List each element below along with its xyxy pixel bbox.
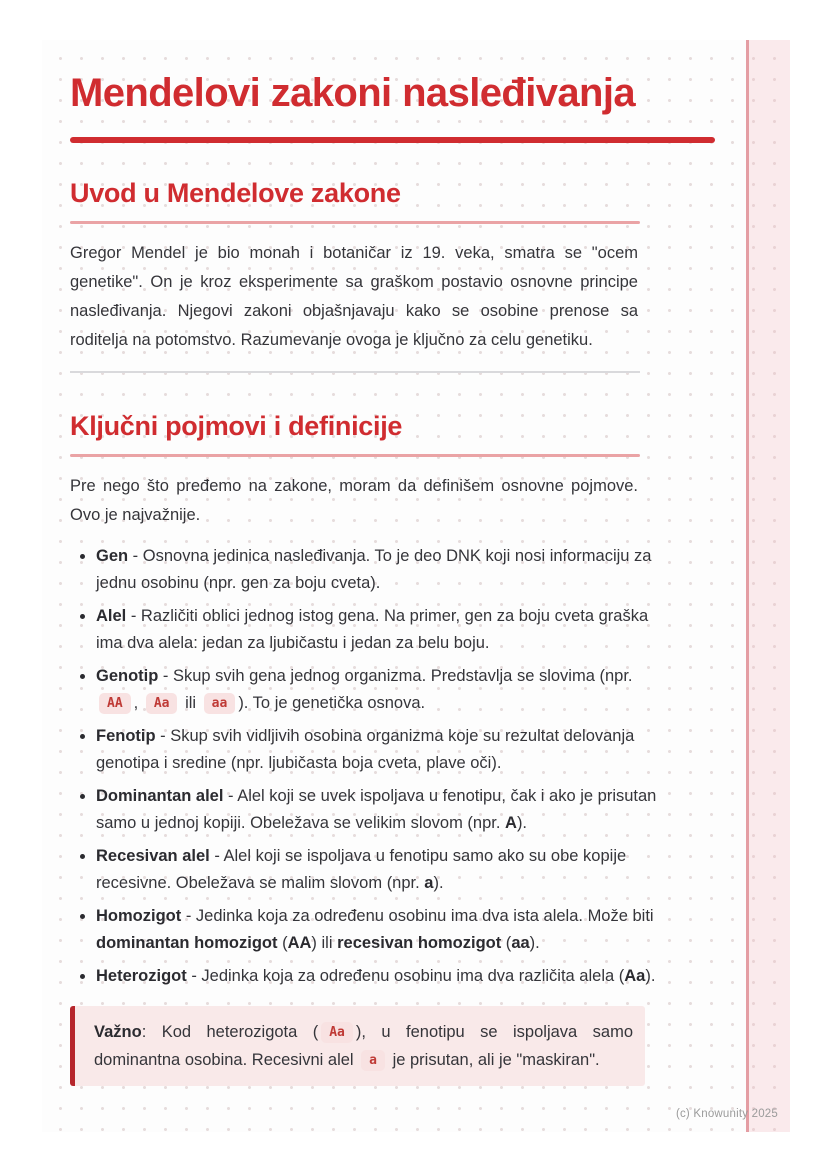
bold-term: a bbox=[424, 874, 434, 892]
notebook-margin-stripe bbox=[746, 40, 790, 1132]
term-list-item: • Fenotip - Skup svih vidljivih osobina organizma koje su rezultat delovanja genotipa i sredine (npr. ljubičasta boja cveta, plave oči). bbox=[96, 723, 664, 777]
section-heading-intro: Uvod u Mendelove zakone bbox=[70, 178, 401, 208]
bold-term: Recesivan alel bbox=[96, 847, 210, 865]
term-list-item: • Heterozigot - Jedinka koja za određenu osobinu ima dva različita alela (Aa). bbox=[96, 963, 664, 990]
bold-term: recesivan homozigot bbox=[337, 934, 502, 952]
bold-term: Gen bbox=[96, 547, 129, 565]
intro-paragraph: Gregor Mendel je bio monah i botaničar iz 19. veka, smatra se "ocem genetike". On je kroz eksperimente sa graškom postavio osnovne principe nasleđivanja. Njegovi zakoni objašnjavaju kako se osobine prenose sa roditelja na potomstvo. Razumevanje ovoga je ključno za celu genetiku. bbox=[70, 244, 638, 349]
notes-page bbox=[42, 40, 790, 1132]
bold-term: aa bbox=[511, 934, 530, 952]
genotype-chip: AA bbox=[99, 693, 131, 714]
important-callout-text: Važno: Kod heterozigota ( Aa ), u fenotipu se ispoljava samo dominantna osobina. Recesivni alel a je prisutan, ali je "maskiran". bbox=[94, 1023, 633, 1069]
bold-term: A bbox=[505, 814, 517, 832]
intro-heading-underline bbox=[70, 221, 640, 224]
term-list-item: • Gen - Osnovna jedinica nasleđivanja. To je deo DNK koji nosi informaciju za jednu osobinu (npr. gen za boju cveta). bbox=[96, 543, 664, 597]
term-list-item: • Genotip - Skup svih gena jednog organizma. Predstavlja se slovima (npr. AA , Aa ili aa ). To je genetička osnova. bbox=[96, 663, 664, 717]
section-heading-key-terms: Ključni pojmovi i definicije bbox=[70, 411, 403, 441]
bold-term: Dominantan alel bbox=[96, 787, 224, 805]
bold-term: AA bbox=[287, 934, 312, 952]
bold-term: Alel bbox=[96, 607, 127, 625]
bold-term: Homozigot bbox=[96, 907, 182, 925]
key-terms-intro: Pre nego što pređemo na zakone, moram da definišem osnovne pojmove. Ovo je najvažnije. bbox=[70, 477, 638, 524]
terms-list bbox=[70, 543, 664, 990]
term-list-item: • Homozigot - Jedinka koja za određenu osobinu ima dva ista alela. Može biti dominantan homozigot (AA) ili recesivan homozigot (aa). bbox=[96, 903, 664, 957]
title-underline bbox=[70, 137, 715, 143]
term-list-item: • Dominantan alel - Alel koji se uvek ispoljava u fenotipu, čak i ako je prisutan samo u jednoj kopiji. Obeležava se velikim slovom (npr. A). bbox=[96, 783, 664, 837]
term-list-item: • Recesivan alel - Alel koji se ispoljava u fenotipu samo ako su obe kopije recesivne. Obeležava se malim slovom (npr. a). bbox=[96, 843, 664, 897]
bold-term: Genotip bbox=[96, 667, 159, 685]
bold-term: dominantan homozigot bbox=[96, 934, 278, 952]
important-callout bbox=[70, 1006, 645, 1086]
bold-term: Važno bbox=[94, 1023, 142, 1041]
page-content bbox=[70, 40, 720, 1086]
section-divider bbox=[70, 371, 640, 373]
copyright-footer: (c) Knowunity 2025 bbox=[675, 1108, 778, 1120]
key-terms-heading-underline bbox=[70, 454, 640, 457]
bold-term: Fenotip bbox=[96, 727, 156, 745]
term-list-item: • Alel - Različiti oblici jednog istog gena. Na primer, gen za boju cveta graška ima dva alela: jedan za ljubičastu i jedan za belu boju. bbox=[96, 603, 664, 657]
genotype-chip: Aa bbox=[321, 1022, 353, 1043]
page-title: Mendelovi zakoni nasleđivanja bbox=[70, 71, 636, 115]
genotype-chip: Aa bbox=[146, 693, 178, 714]
bold-term: Aa bbox=[624, 967, 646, 985]
genotype-chip: a bbox=[361, 1050, 385, 1071]
genotype-chip: aa bbox=[204, 693, 236, 714]
bold-term: Heterozigot bbox=[96, 967, 187, 985]
